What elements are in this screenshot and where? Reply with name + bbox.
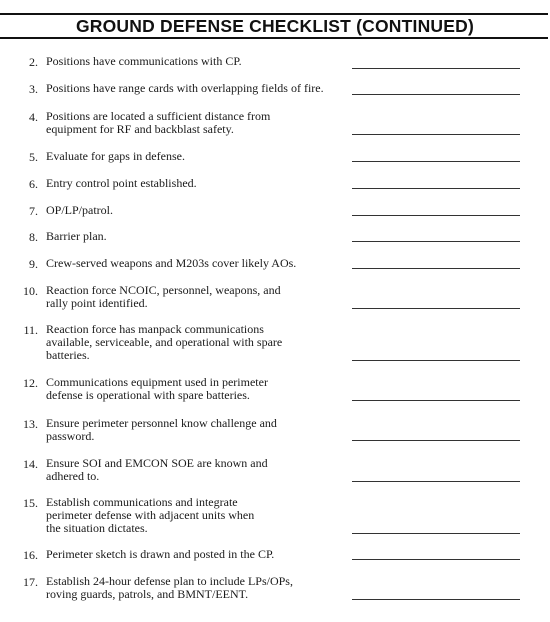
item-number: 2. [29, 55, 38, 69]
item-number: 12. [23, 376, 38, 390]
signoff-line[interactable] [352, 134, 520, 135]
item-text: Positions have range cards with overlapping fields of fire. [46, 81, 324, 95]
item-text: Crew-served weapons and M203s cover likely AOs. [46, 256, 297, 270]
signoff-line[interactable] [352, 188, 520, 189]
item-text: Positions have communications with CP. [46, 54, 242, 68]
item-number: 9. [29, 257, 38, 271]
item-number: 5. [29, 150, 38, 164]
item-text: Barrier plan. [46, 229, 107, 243]
item-number: 8. [29, 230, 38, 244]
item-number: 4. [29, 110, 38, 124]
signoff-line[interactable] [352, 161, 520, 162]
item-text: Reaction force NCOIC, personnel, weapons, and rally point identified. [46, 283, 281, 310]
item-text: Ensure SOI and EMCON SOE are known and adhered to. [46, 456, 268, 483]
signoff-line[interactable] [352, 559, 520, 560]
signoff-line[interactable] [352, 533, 520, 534]
signoff-line[interactable] [352, 308, 520, 309]
signoff-line[interactable] [352, 400, 520, 401]
signoff-line[interactable] [352, 481, 520, 482]
signoff-line[interactable] [352, 440, 520, 441]
item-number: 14. [23, 457, 38, 471]
item-number: 17. [23, 575, 38, 589]
item-text: Positions are located a sufficient distance from equipment for RF and backblast safety. [46, 109, 271, 136]
item-text: Establish 24-hour defense plan to include LPs/OPs, roving guards, patrols, and BMNT/EENT. [46, 574, 293, 601]
item-number: 15. [23, 496, 38, 510]
item-number: 13. [23, 417, 38, 431]
item-number: 11. [23, 323, 38, 337]
signoff-line[interactable] [352, 599, 520, 600]
item-number: 10. [23, 284, 38, 298]
item-text: OP/LP/patrol. [46, 203, 114, 217]
signoff-line[interactable] [352, 94, 520, 95]
signoff-line[interactable] [352, 215, 520, 216]
item-text: Perimeter sketch is drawn and posted in the CP. [46, 547, 275, 561]
item-text: Evaluate for gaps in defense. [46, 149, 185, 163]
item-number: 3. [29, 82, 38, 96]
item-text: Communications equipment used in perimeter defense is operational with spare batteries. [46, 375, 268, 402]
signoff-line[interactable] [352, 268, 520, 269]
item-number: 6. [29, 177, 38, 191]
item-number: 16. [23, 548, 38, 562]
signoff-line[interactable] [352, 68, 520, 69]
item-text: Ensure perimeter personnel know challenge and password. [46, 416, 277, 443]
page-title: GROUND DEFENSE CHECKLIST (CONTINUED) [75, 16, 475, 36]
signoff-line[interactable] [352, 241, 520, 242]
signoff-line[interactable] [352, 360, 520, 361]
item-text: Reaction force has manpack communications available, serviceable, and operational with spare batteries. [46, 322, 283, 362]
item-number: 7. [29, 204, 38, 218]
item-text: Entry control point established. [46, 176, 197, 190]
item-text: Establish communications and integrate perimeter defense with adjacent units when the situation dictates. [46, 495, 255, 535]
